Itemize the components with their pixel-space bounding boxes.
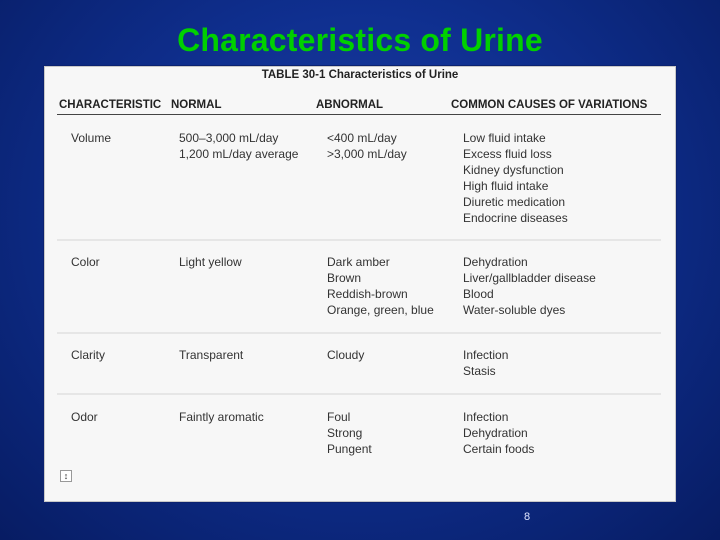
row-separator bbox=[57, 332, 661, 334]
header-rule bbox=[57, 114, 661, 115]
row-separator bbox=[57, 393, 661, 395]
row-causes: Dehydration Liver/gallbladder disease Blood Water-soluble dyes bbox=[463, 255, 596, 317]
row-characteristic: Clarity bbox=[71, 348, 106, 362]
row-causes: Infection Stasis bbox=[463, 348, 509, 378]
row-normal: Light yellow bbox=[179, 255, 242, 269]
slide-title: Characteristics of Urine bbox=[177, 22, 543, 58]
row-normal: 500–3,000 mL/day 1,200 mL/day average bbox=[179, 131, 299, 161]
page-number: 8 bbox=[523, 511, 531, 523]
table-caption: TABLE 30-1 Characteristics of Urine bbox=[261, 69, 459, 81]
header-normal: NORMAL bbox=[171, 99, 222, 111]
row-characteristic: Color bbox=[71, 255, 100, 269]
row-abnormal: <400 mL/day >3,000 mL/day bbox=[327, 131, 407, 161]
table-panel bbox=[44, 66, 676, 502]
row-characteristic: Odor bbox=[71, 410, 98, 424]
header-characteristic: CHARACTERISTIC bbox=[59, 99, 162, 111]
row-causes: Low fluid intake Excess fluid loss Kidney dysfunction High fluid intake Diuretic medication Endocrine diseases bbox=[463, 131, 568, 225]
header-causes: COMMON CAUSES OF VARIATIONS bbox=[451, 99, 648, 111]
row-abnormal: Cloudy bbox=[327, 348, 365, 362]
row-causes: Infection Dehydration Certain foods bbox=[463, 410, 535, 456]
row-normal: Faintly aromatic bbox=[179, 410, 264, 424]
header-abnormal: ABNORMAL bbox=[316, 99, 384, 111]
row-abnormal: Dark amber Brown Reddish-brown Orange, green, blue bbox=[327, 255, 434, 317]
expand-icon[interactable]: ↕ bbox=[60, 470, 72, 482]
row-separator bbox=[57, 239, 661, 241]
row-abnormal: Foul Strong Pungent bbox=[327, 410, 372, 456]
row-characteristic: Volume bbox=[71, 131, 112, 145]
row-normal: Transparent bbox=[179, 348, 244, 362]
